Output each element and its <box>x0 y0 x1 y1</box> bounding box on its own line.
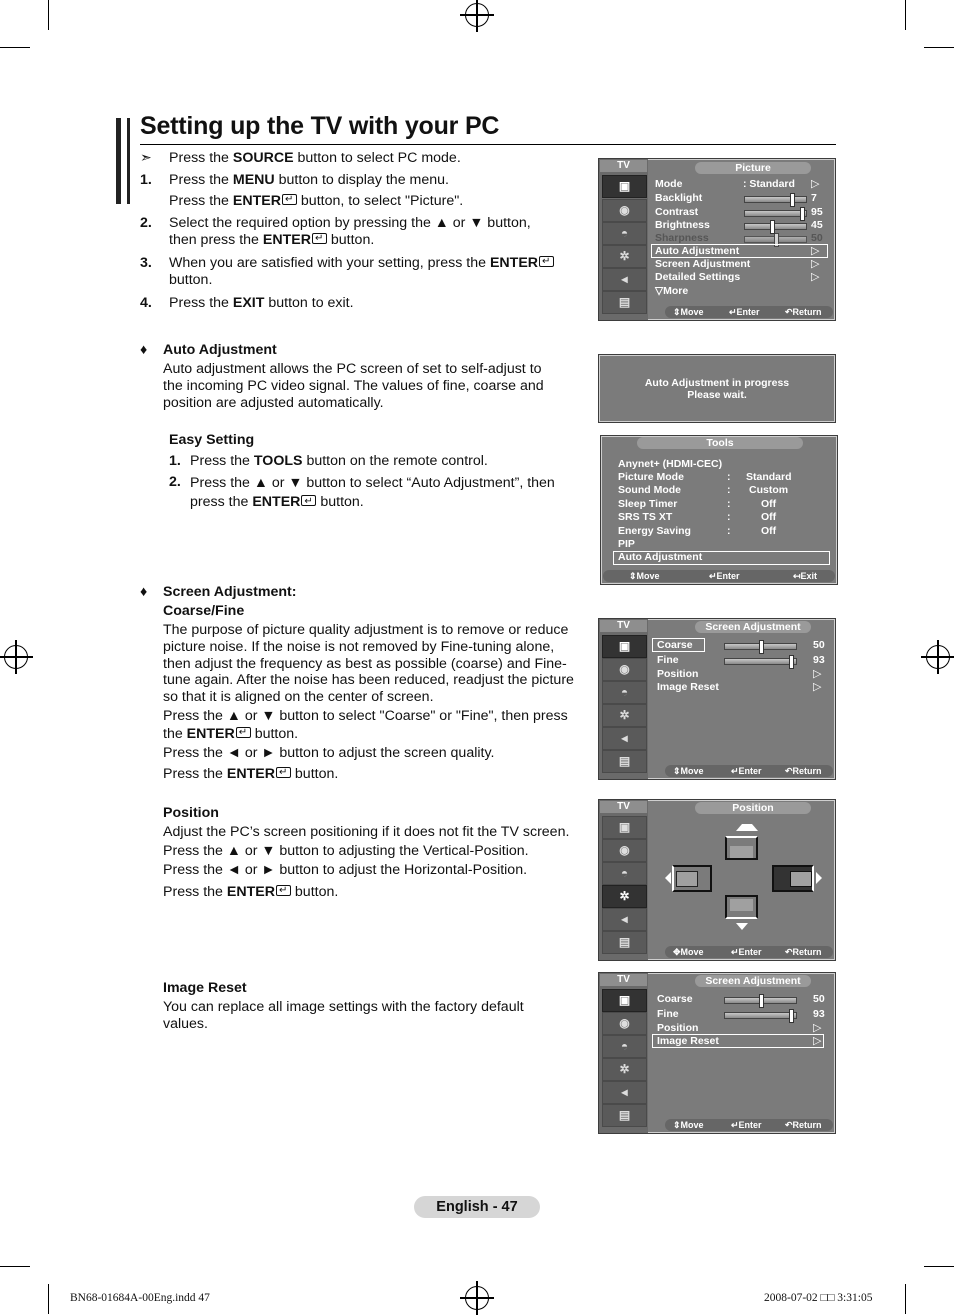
osd-tv-tab: TV <box>600 801 647 813</box>
osd-header: Position <box>695 802 811 814</box>
crop-mark <box>905 1284 906 1314</box>
arrow-left-icon <box>665 872 671 884</box>
osd-item-brightness[interactable]: Brightness <box>655 219 710 231</box>
contrast-slider[interactable] <box>744 210 807 217</box>
coarse-fine-text: The purpose of picture quality adjustment is to remove or reduce picture noise. If the noise is not removed by Fine-tuning alone, then adjust the frequency as best as possible (coarse) and Fine- tune again. After the noise has been reduced, readjust the picture so that it is aligned on the center of screen. <box>163 622 574 706</box>
tools-colon: : <box>727 525 731 537</box>
tools-value: Off <box>761 511 777 523</box>
move-hint: ⇕ Move <box>673 307 704 317</box>
tools-item-pip[interactable]: PIP <box>618 538 635 550</box>
osd-footer <box>603 570 835 582</box>
osd-picture-menu <box>598 158 836 321</box>
registration-mark-icon <box>926 645 950 669</box>
osd-item-fine[interactable]: Fine <box>657 1008 679 1020</box>
position-screen <box>730 899 753 911</box>
input-icon[interactable]: ◂ <box>602 268 647 291</box>
position-text: Press the ◄ or ► button to adjust the Horizontal-Position. <box>163 862 528 878</box>
osd-tv-tab: TV <box>600 620 647 632</box>
osd-item-coarse[interactable]: Coarse <box>657 639 693 651</box>
return-hint: ↶ Return <box>785 307 822 317</box>
tools-colon: : <box>727 511 731 523</box>
step-number: 1. <box>140 172 152 188</box>
osd-item-mode[interactable]: Mode <box>655 178 683 190</box>
step-number: 4. <box>140 295 152 311</box>
channel-icon[interactable]: ◓ <box>602 1035 647 1058</box>
progress-message: Auto Adjustment in progress <box>644 377 790 389</box>
note-arrow-icon: ➣ <box>140 150 152 166</box>
position-text: Press the ▲ or ▼ button to adjusting the Vertical-Position. <box>163 843 529 859</box>
coarse-fine-instructions: Press the ▲ or ▼ button to select "Coarse" or "Fine", then press the ENTER↵ button. <box>163 707 568 743</box>
osd-tv-tab: TV <box>600 974 647 986</box>
title-rule <box>140 144 836 145</box>
arrow-right-icon: ▷ <box>811 245 820 257</box>
arrow-right-icon: ▷ <box>813 1035 822 1047</box>
osd-screen-adjustment-menu <box>598 618 836 780</box>
osd-item-backlight[interactable]: Backlight <box>655 192 703 204</box>
osd-item-image-reset[interactable]: Image Reset <box>657 1035 719 1047</box>
osd-item-detailed-settings[interactable]: Detailed Settings <box>655 271 741 283</box>
move-hint: ⇕ Move <box>673 1120 704 1130</box>
arrow-right-icon <box>816 872 822 884</box>
sound-icon[interactable]: ◉ <box>602 1012 647 1035</box>
osd-header: Tools <box>637 437 803 449</box>
return-hint: ↶ Return <box>785 1120 822 1130</box>
tools-item-sleep-timer[interactable]: Sleep Timer <box>618 498 678 510</box>
osd-item-screen-adjustment[interactable]: Screen Adjustment <box>655 258 751 270</box>
position-screen <box>730 846 753 858</box>
osd-header: Screen Adjustment <box>695 621 811 633</box>
position-box-down <box>725 895 758 919</box>
brightness-slider[interactable] <box>744 223 807 230</box>
arrow-down-icon <box>736 923 748 930</box>
crop-mark <box>48 0 49 30</box>
arrow-right-icon: ▷ <box>811 271 820 283</box>
move-hint: ⇕ Move <box>673 766 704 776</box>
section-heading: Screen Adjustment: <box>163 584 297 600</box>
enter-icon <box>301 495 316 506</box>
tools-value: Standard <box>746 471 792 483</box>
slider-knob <box>800 207 805 221</box>
arrow-right-icon: ▷ <box>813 681 822 693</box>
sound-icon[interactable]: ◉ <box>602 658 647 681</box>
tools-item-anynet[interactable]: Anynet+ (HDMI-CEC) <box>618 458 723 470</box>
move-hint: ⇕ Move <box>629 571 660 581</box>
osd-tv-tab: TV <box>600 160 647 172</box>
registration-mark-icon <box>4 645 28 669</box>
osd-position-menu <box>598 799 836 961</box>
fine-value: 93 <box>813 654 825 666</box>
enter-hint: ↵ Enter <box>709 571 740 581</box>
crop-mark <box>924 1266 954 1267</box>
easy-step-2: Press the ▲ or ▼ button to select “Auto Adjustment”, then press the ENTER↵ button. <box>190 474 555 512</box>
bullet-icon: ♦ <box>140 584 148 600</box>
tools-colon: : <box>727 471 731 483</box>
setup-icon[interactable]: ✲ <box>602 1058 647 1081</box>
sharpness-value: 50 <box>811 232 823 244</box>
arrow-right-icon: ▷ <box>811 178 820 190</box>
crop-mark <box>924 47 954 48</box>
fine-value: 93 <box>813 1008 825 1020</box>
setup-icon[interactable]: ✲ <box>602 245 647 268</box>
channel-icon[interactable]: ◓ <box>602 681 647 704</box>
crop-mark <box>48 1284 49 1314</box>
bullet-icon: ♦ <box>140 342 148 358</box>
slider-knob <box>790 193 795 207</box>
input-icon[interactable]: ◂ <box>602 908 647 931</box>
step-number: 3. <box>140 255 152 271</box>
application-icon[interactable]: ▤ <box>602 750 647 773</box>
tools-value: Off <box>761 525 777 537</box>
fine-slider[interactable] <box>724 1012 797 1019</box>
page-number: English - 47 <box>414 1196 540 1218</box>
sound-icon[interactable]: ◉ <box>602 839 647 862</box>
section-heading: Auto Adjustment <box>163 342 277 358</box>
picture-icon[interactable]: ▣ <box>602 989 647 1012</box>
sharpness-slider <box>744 236 807 243</box>
step-number: 2. <box>140 215 152 231</box>
channel-icon[interactable]: ◓ <box>602 222 647 245</box>
position-screen <box>790 871 812 887</box>
osd-header: Screen Adjustment <box>695 975 811 987</box>
coarse-value: 50 <box>813 639 825 651</box>
enter-icon <box>312 233 327 244</box>
enter-hint: ↵ Enter <box>731 766 762 776</box>
arrow-right-icon: ▷ <box>813 1022 822 1034</box>
enter-hint: ↵ Enter <box>731 947 762 957</box>
move-hint: ✥ Move <box>673 947 704 957</box>
step-3: When you are satisfied with your setting, press the ENTER↵ button. <box>169 255 579 289</box>
image-reset-text: You can replace all image settings with the factory default values. <box>163 999 524 1032</box>
adjust-quality-text: Press the ◄ or ► button to adjust the screen quality. <box>163 745 495 761</box>
coarse-value: 50 <box>813 993 825 1005</box>
channel-icon[interactable]: ◓ <box>602 862 647 885</box>
step-number: 1. <box>169 453 181 469</box>
registration-mark-icon <box>465 3 489 27</box>
backlight-slider[interactable] <box>744 196 807 203</box>
enter-icon <box>539 256 554 267</box>
progress-wait: Please wait. <box>687 389 747 401</box>
osd-footer <box>665 946 833 958</box>
slider-knob <box>770 220 775 234</box>
tools-colon: : <box>727 498 731 510</box>
subsection-heading: Image Reset <box>163 980 247 996</box>
slider-knob <box>759 640 764 654</box>
page-title: Setting up the TV with your PC <box>140 112 500 140</box>
application-icon[interactable]: ▤ <box>602 931 647 954</box>
exit-hint: ↤ Exit <box>793 571 818 581</box>
coarse-slider[interactable] <box>724 997 797 1004</box>
osd-footer <box>665 1119 833 1131</box>
print-date: 2008-07-02 □□ 3:31:05 <box>764 1292 873 1304</box>
registration-mark-icon <box>465 1286 489 1310</box>
sound-icon[interactable]: ◉ <box>602 199 647 222</box>
picture-icon[interactable]: ▣ <box>602 175 647 198</box>
application-icon[interactable]: ▤ <box>602 291 647 314</box>
slider-knob <box>789 655 794 669</box>
picture-icon[interactable]: ▣ <box>602 816 647 839</box>
input-icon[interactable]: ◂ <box>602 1081 647 1104</box>
press-enter-text: Press the ENTER↵ button. <box>163 766 338 783</box>
position-box-right[interactable] <box>772 865 814 892</box>
return-hint: ↶ Return <box>785 947 822 957</box>
crop-mark <box>0 47 30 48</box>
tools-value: Custom <box>749 484 789 496</box>
osd-item-auto-adjustment[interactable]: Auto Adjustment <box>655 245 740 257</box>
fine-slider[interactable] <box>724 658 797 665</box>
osd-footer <box>665 306 833 318</box>
arrow-right-icon: ▷ <box>811 258 820 270</box>
osd-item-sharpness: Sharpness <box>655 232 709 244</box>
file-info: BN68-01684A-00Eng.indd 47 <box>70 1292 210 1304</box>
position-box-left <box>672 865 712 892</box>
step-1: Press the MENU button to display the menu. <box>169 172 449 188</box>
enter-icon <box>282 194 297 205</box>
backlight-value: 7 <box>811 192 817 204</box>
easy-step-1: Press the TOOLS button on the remote control. <box>190 453 488 469</box>
setup-icon[interactable]: ✲ <box>602 704 647 727</box>
osd-footer <box>665 765 833 777</box>
osd-header: Picture <box>695 162 811 174</box>
osd-mode-value: : Standard <box>743 178 795 190</box>
step-number: 2. <box>169 474 181 490</box>
picture-icon[interactable]: ▣ <box>602 635 647 658</box>
arrow-right-icon: ▷ <box>813 668 822 680</box>
osd-item-more[interactable]: ▽More <box>655 285 689 297</box>
subsection-heading: Position <box>163 805 219 821</box>
position-text: Adjust the PC’s screen positioning if it does not fit the TV screen. <box>163 824 570 840</box>
osd-image-reset-menu <box>598 972 836 1134</box>
enter-icon <box>276 885 291 896</box>
coarse-slider[interactable] <box>724 643 797 650</box>
step-4: Press the EXIT button to exit. <box>169 295 354 311</box>
title-accent-bar <box>116 118 130 204</box>
setup-icon[interactable]: ✲ <box>602 885 647 908</box>
subsection-heading: Coarse/Fine <box>163 603 245 619</box>
position-box-up <box>725 836 758 860</box>
tools-item-picture-mode[interactable]: Picture Mode <box>618 471 684 483</box>
enter-hint: ↵ Enter <box>731 1120 762 1130</box>
tools-value: Off <box>761 498 777 510</box>
step-1b: Press the ENTER↵ button, to select "Picture". <box>169 193 463 210</box>
crop-mark <box>905 0 906 30</box>
slider-knob <box>789 1009 794 1023</box>
osd-item-coarse[interactable]: Coarse <box>657 993 693 1005</box>
contrast-value: 95 <box>811 206 823 218</box>
tools-item-energy-saving[interactable]: Energy Saving <box>618 525 691 537</box>
osd-item-contrast[interactable]: Contrast <box>655 206 699 218</box>
osd-item-image-reset[interactable]: Image Reset <box>657 681 719 693</box>
tools-item-sound-mode[interactable]: Sound Mode <box>618 484 681 496</box>
slider-knob <box>759 994 764 1008</box>
input-icon[interactable]: ◂ <box>602 727 647 750</box>
osd-item-position[interactable]: Position <box>657 1022 699 1034</box>
osd-item-position[interactable]: Position <box>657 668 699 680</box>
return-hint: ↶ Return <box>785 766 822 776</box>
step-intro: Press the SOURCE button to select PC mode. <box>169 150 461 166</box>
tools-colon: : <box>727 484 731 496</box>
osd-item-fine[interactable]: Fine <box>657 654 679 666</box>
brightness-value: 45 <box>811 219 823 231</box>
enter-icon <box>236 727 251 738</box>
osd-tools-menu <box>600 435 838 585</box>
tools-item-srs[interactable]: SRS TS XT <box>618 511 673 523</box>
enter-icon <box>276 767 291 778</box>
easy-setting-heading: Easy Setting <box>169 432 255 448</box>
tools-item-auto-adjustment[interactable]: Auto Adjustment <box>618 551 703 563</box>
position-screen <box>676 871 698 887</box>
step-2: Select the required option by pressing the ▲ or ▼ button, then press the ENTER↵ button. <box>169 215 531 249</box>
press-enter-text: Press the ENTER↵ button. <box>163 884 338 901</box>
auto-adjust-text: Auto adjustment allows the PC screen of set to self-adjust to the incoming PC video signal. The values of fine, coarse and position are adjusted automatically. <box>163 361 544 411</box>
arrow-up-icon <box>736 824 758 831</box>
application-icon[interactable]: ▤ <box>602 1104 647 1127</box>
osd-auto-adjust-progress <box>598 354 836 423</box>
crop-mark <box>0 1266 30 1267</box>
enter-hint: ↵ Enter <box>729 307 760 317</box>
